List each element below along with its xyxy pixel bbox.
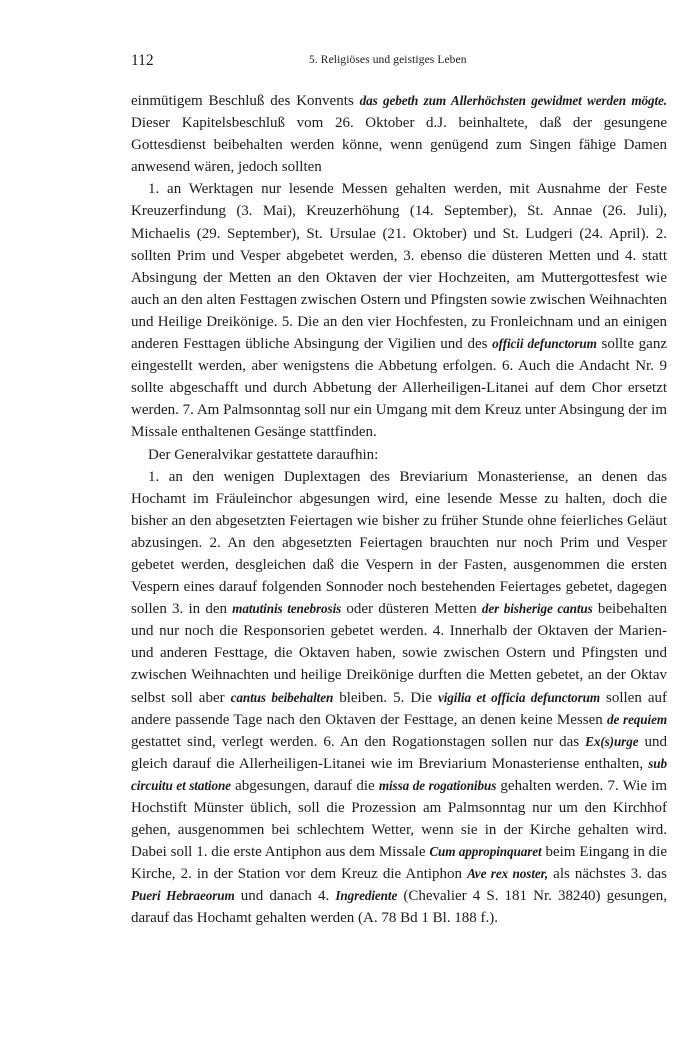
latin-term: sub circuitu et statione — [131, 755, 667, 793]
text-run: gehalten werden. 7. Wie im Hochstift Münster üblich, soll die Prozession am Palmsonntag nur um den Kirchhof gehen, ausgenommen bei schlechtem Wetter, wenn sie in der Kirche gehalten wird. Dabei soll 1. die erste Antiphon aus dem Missale — [131, 777, 667, 861]
text-run: gestattet sind, verlegt werden. 6. An den Rogationstagen sollen nur das — [131, 733, 586, 750]
latin-term: Cum appropinquaret — [429, 844, 542, 860]
paragraph — [131, 90, 667, 178]
text-run: und danach 4. — [234, 888, 336, 905]
latin-term: Ave rex noster, — [467, 866, 549, 882]
latin-term: Pueri Hebraeorum — [131, 888, 235, 904]
latin-term: der bisherige cantus — [481, 601, 593, 617]
chapter-title: 5. Religiöses und geistiges Leben — [309, 54, 467, 66]
paragraph — [131, 466, 667, 930]
text-run: Der Generalvikar gestattete daraufhin: — [148, 446, 379, 463]
latin-term: vigilia et officia defunctorum — [437, 689, 601, 705]
text-run: einmütigem Beschluß des Konvents — [131, 93, 360, 109]
latin-term: missa de rogationibus — [378, 777, 497, 793]
text-run: beim Eingang in die Kirche, 2. in der Station vor dem Kreuz die Antiphon — [131, 844, 668, 883]
latin-term: das gebeth zum Allerhöchsten gewidmet werden mögte. — [359, 93, 667, 108]
document-page — [131, 52, 667, 930]
text-run: bleiben. 5. Die — [333, 689, 438, 706]
text-run: sollte ganz eingestellt werden, aber wenigstens die Abbetung erfolgen. 6. Auch die Andacht Nr. 9 sollte abgeschafft und durch Abbetung der Allerheiligen-Litanei auf dem Chor ersetzt werden. 7. Am Palmsonntag soll nur ein Umgang mit dem Kreuz unter Absingung der im Missale enthaltenen Gesänge stattfinden. — [131, 336, 667, 441]
text-run: beibehalten und nur noch die Responsorien gebetet werden. 4. Innerhalb der Oktaven der Marien- und anderen Festtage, die Oktaven haben, sowie zwischen Ostern und Pfingsten und zwischen Weihnachten und heilige Dreikönige durften die Metten gebetet, an der Oktav selbst soll aber — [131, 601, 668, 706]
latin-term: cantus beibehalten — [230, 689, 334, 705]
latin-term: officii defunctorum — [492, 336, 597, 352]
paragraph — [131, 178, 667, 443]
latin-term: de requiem — [607, 711, 667, 727]
latin-term: matutinis tenebrosis — [232, 601, 342, 617]
body-text — [131, 90, 667, 930]
text-run: 1. an Werktagen nur lesende Messen gehalten werden, mit Ausnahme der Feste Kreuzerfindung (3. Mai), Kreuzerhöhung (14. September), St. Annae (26. Juli), Michaelis (29. September), St. Ursulae (21. Oktober) und St. Ludgeri (24. April). 2. sollten Prim und Vesper abgebetet werden, 3. ebenso die düsteren Metten und 4. statt Absingung der Metten an den Oktaven der vier Hochzeiten, am Muttergottesfest wie auch an den alten Festtagen zwischen Ostern und Pfingsten sowie zwischen Weihnachten und Heilige Dreikönige. 5. Die an den vier Hochfesten, zu Fronleichnam und an einigen anderen Festtagen übliche Absingung der Vigilien und des — [131, 181, 667, 353]
latin-term: Ingrediente — [335, 888, 398, 904]
latin-term: Ex(s)urge — [585, 733, 639, 749]
text-run: (Chevalier 4 S. 181 Nr. 38240) gesungen, darauf das Hochamt gehalten werden (A. 78 Bd 1 Bl. 188 f.). — [131, 888, 667, 927]
text-run: oder düsteren Metten — [341, 601, 482, 618]
text-run: und gleich darauf die Allerheiligen-Litanei wie im Breviarium Monasteriense enthalten, — [131, 733, 667, 772]
text-run: Dieser Kapitelsbeschluß vom 26. Oktober d.J. beinhaltete, daß der gesungene Gottesdienst beibehalten werden könne, wenn genügend zum Singen fähige Damen anwesend wären, jedoch sollten — [131, 115, 667, 176]
paragraph — [131, 444, 667, 466]
text-run: 1. an den wenigen Duplextagen des Breviarium Monasteriense, an denen das Hochamt im Fräuleinchor abgesungen wird, eine lesende Messe zu halten, doch die bisher an den abgesetzten Feiertagen wie bisher zu früher Stunde ohne feierliches Geläut abzusingen. 2. An den abgesetzten Feiertagen brauchten nur noch Prim und Vesper gebetet werden, desgleichen daß die Vespern in der Fasten, ausgenommen die ersten Vespern eines darauf folgenden Sonnoder noch bestehenden Feiertages gebetet, dagegen sollen 3. in den — [131, 468, 667, 618]
text-run: sollen auf andere passende Tage nach den Oktaven der Festtage, an denen keine Messen — [131, 689, 667, 728]
page-number: 112 — [131, 52, 154, 69]
text-run: abgesungen, darauf die — [230, 777, 379, 794]
running-head — [131, 52, 667, 74]
text-run: als nächstes 3. das — [548, 866, 667, 883]
